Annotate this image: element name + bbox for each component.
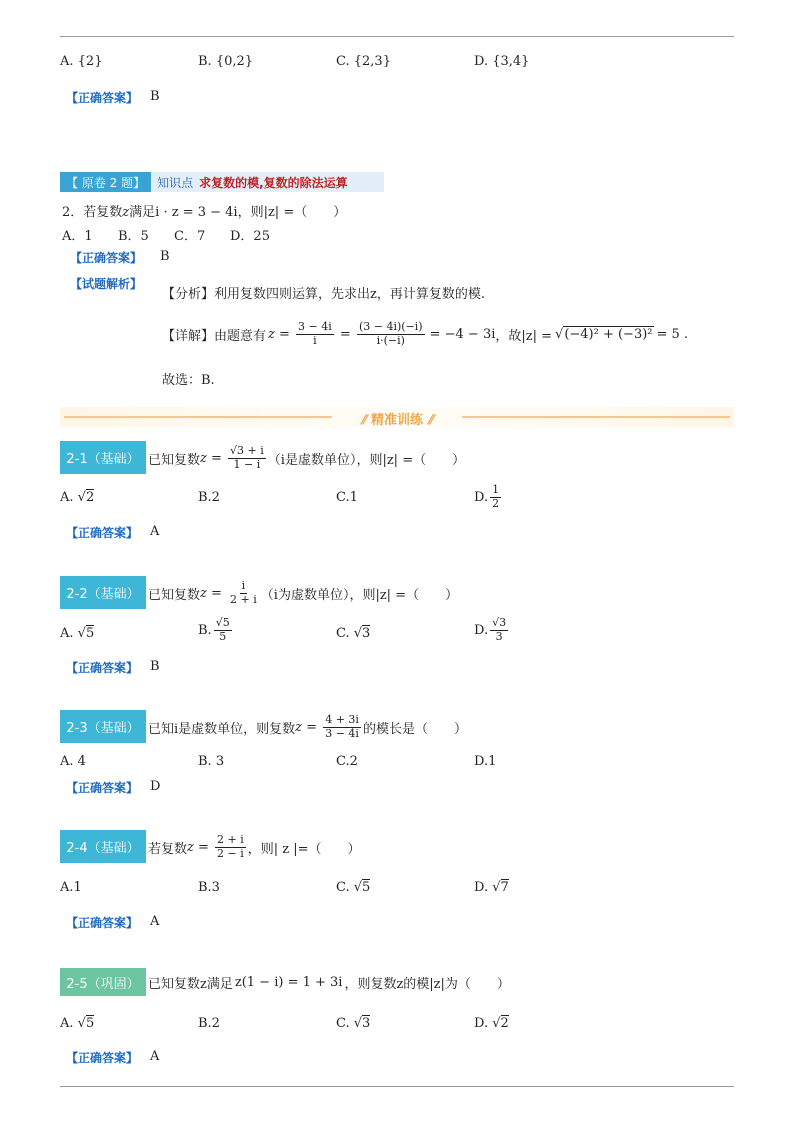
answer-2-1: A [150, 524, 160, 539]
original-option-c: C．7 [174, 229, 206, 244]
original-option-a: A．1 [62, 229, 93, 244]
original-answer-value: B [160, 249, 170, 264]
detail-line: 【详解】由题意有 z = $\frac{3 - 4i}{i}$ = $\frac{(3 - 4i)(-i)}{i\cdot(-i)}$ = −4 − 3i ，故|z| = √(−4)² + (−3)² = 5 . [162, 319, 689, 347]
option-2-3-c: C.2 [336, 754, 358, 769]
option-2-4-a: A.1 [60, 880, 82, 895]
option-2-4-d: D. √7 [474, 880, 509, 895]
stem-suffix: ，则复数z的模|z|为（ ） [344, 976, 510, 992]
answer-label: 【正确答案】 [66, 91, 139, 105]
option-2-2-a: A. √5 [60, 626, 95, 641]
answer-label-2-1: 【正确答案】 [66, 526, 139, 540]
option-2-3-d: D.1 [474, 754, 497, 769]
detail-frac-1: $\frac{3 - 4i}{i}$ [298, 319, 332, 347]
stem-prefix: 若复数 [148, 841, 188, 857]
stem-suffix: （i是虚数单位），则|z| =（ ） [267, 452, 466, 468]
original-answer-label: 【正确答案】 [70, 251, 143, 265]
detail-eq1: = −4 − 3i [429, 326, 496, 342]
badge-2-3: 2-3（基础） [60, 710, 146, 743]
bottom-rule [60, 1086, 734, 1087]
section-divider [60, 407, 734, 427]
answer-2-4: A [150, 914, 160, 929]
option-2-1-a: A. √2 [60, 490, 95, 505]
stem-prefix: 已知复数 [148, 587, 201, 603]
answer-label-2-5: 【正确答案】 [66, 1051, 139, 1065]
option-2-1-c: C.1 [336, 490, 358, 505]
option-2-1-d: D. $\frac{1}{2}$ [474, 483, 500, 510]
original-tag: 【 原卷 2 题】 [60, 172, 151, 192]
option-2-4-c: C. √5 [336, 880, 371, 895]
answer-2-5: A [150, 1049, 160, 1064]
frac-2-2: $\frac{i}{2 + i}$ [230, 578, 257, 606]
badge-2-5: 2-5（巩固） [60, 968, 146, 996]
top-rule [60, 36, 734, 37]
stem-prefix: 已知复数z满足 [148, 976, 233, 992]
option-a: A. {2} [60, 54, 103, 69]
option-2-2-b: B. $\frac{√5}{5}$ [198, 616, 230, 643]
answer-label-2-2: 【正确答案】 [66, 661, 139, 675]
option-d: D. {3,4} [474, 54, 530, 69]
option-b: B. {0,2} [198, 54, 254, 69]
stem-suffix: （i为虚数单位），则|z| =（ ） [260, 587, 459, 603]
badge-2-4: 2-4（基础） [60, 830, 146, 863]
stem-suffix: ，则| z |=（ ） [247, 841, 361, 857]
section-title: ⫽ 精准训练 ⫽ [360, 413, 434, 428]
answer-2-2: B [150, 659, 160, 674]
stem-2-3: 已知i是虚数单位，则复数 z = $\frac{4 + 3i}{3 - 4i}$ 的模长是（ ） [148, 712, 467, 740]
answer-label-2-3: 【正确答案】 [66, 781, 139, 795]
option-2-2-d: D. $\frac{√3}{3}$ [474, 616, 507, 643]
option-2-5-a: A. √5 [60, 1016, 95, 1031]
badge-2-2: 2-2（基础） [60, 576, 146, 609]
conclusion: 故选：B. [162, 373, 215, 388]
answer-2-3: D [150, 779, 161, 794]
frac-2-4: $\frac{2 + i}{2 - i}$ [217, 832, 244, 860]
question-eq: i · z = 3 − 4i [155, 205, 238, 220]
stem-2-4: 若复数 z = $\frac{2 + i}{2 - i}$ ，则| z |=（ ） [148, 832, 361, 860]
detail-prefix: 【详解】由题意有 [162, 328, 267, 344]
question-mid: 满足 [129, 205, 156, 220]
detail-end: = 5 . [656, 326, 689, 342]
stem-prefix: 已知i是虚数单位，则复数 [148, 721, 296, 737]
stem-eq: z(1 − i) = 1 + 3i [234, 974, 343, 990]
frac-2-1: $\frac{√3 + i}{1 - i}$ [230, 443, 264, 471]
original-option-d: D．25 [230, 229, 270, 244]
option-c: C. {2,3} [336, 54, 391, 69]
analysis-label: 【试题解析】 [70, 277, 143, 291]
original-header [60, 172, 384, 192]
option-2-3-b: B. 3 [198, 754, 225, 769]
option-2-2-c: C. √3 [336, 626, 371, 641]
question-prefix: 2．若复数 [62, 205, 123, 220]
kp-text: 求复数的模,复数的除法运算 [199, 175, 348, 190]
question-z: z [122, 205, 130, 220]
detail-frac-2: $\frac{(3 - 4i)(-i)}{i\cdot(-i)}$ [358, 319, 423, 347]
badge-2-1: 2-1（基础） [60, 441, 146, 474]
frac-2-3: $\frac{4 + 3i}{3 - 4i}$ [325, 712, 359, 740]
answer-label-2-4: 【正确答案】 [66, 916, 139, 930]
original-option-b: B．5 [118, 229, 149, 244]
question-suffix: ，则|z| =（ ） [237, 205, 347, 220]
stem-prefix: 已知复数 [148, 452, 201, 468]
option-2-1-b: B.2 [198, 490, 220, 505]
option-2-5-c: C. √3 [336, 1016, 371, 1031]
analysis-text: 【分析】利用复数四则运算，先求出z，再计算复数的模. [162, 287, 485, 302]
detail-mid: ，故|z| = [495, 328, 553, 344]
stem-2-5 [148, 968, 510, 996]
answer-value: B [150, 89, 160, 104]
stem-2-2: 已知复数 z = $\frac{i}{2 + i}$ （i为虚数单位），则|z| =（ ） [148, 578, 459, 606]
original-question [62, 201, 346, 220]
option-2-5-b: B.2 [198, 1016, 220, 1031]
option-2-5-d: D. √2 [474, 1016, 509, 1031]
stem-2-1: 已知复数 z = $\frac{√3 + i}{1 - i}$ （i是虚数单位），则|z| =（ ） [148, 443, 466, 471]
stem-suffix: 的模长是（ ） [362, 721, 467, 737]
option-2-4-b: B.3 [198, 880, 220, 895]
option-2-3-a: A. 4 [60, 754, 86, 769]
kp-label: 知识点 [157, 175, 194, 190]
detail-sqrt: √(−4)² + (−3)² [555, 326, 653, 342]
